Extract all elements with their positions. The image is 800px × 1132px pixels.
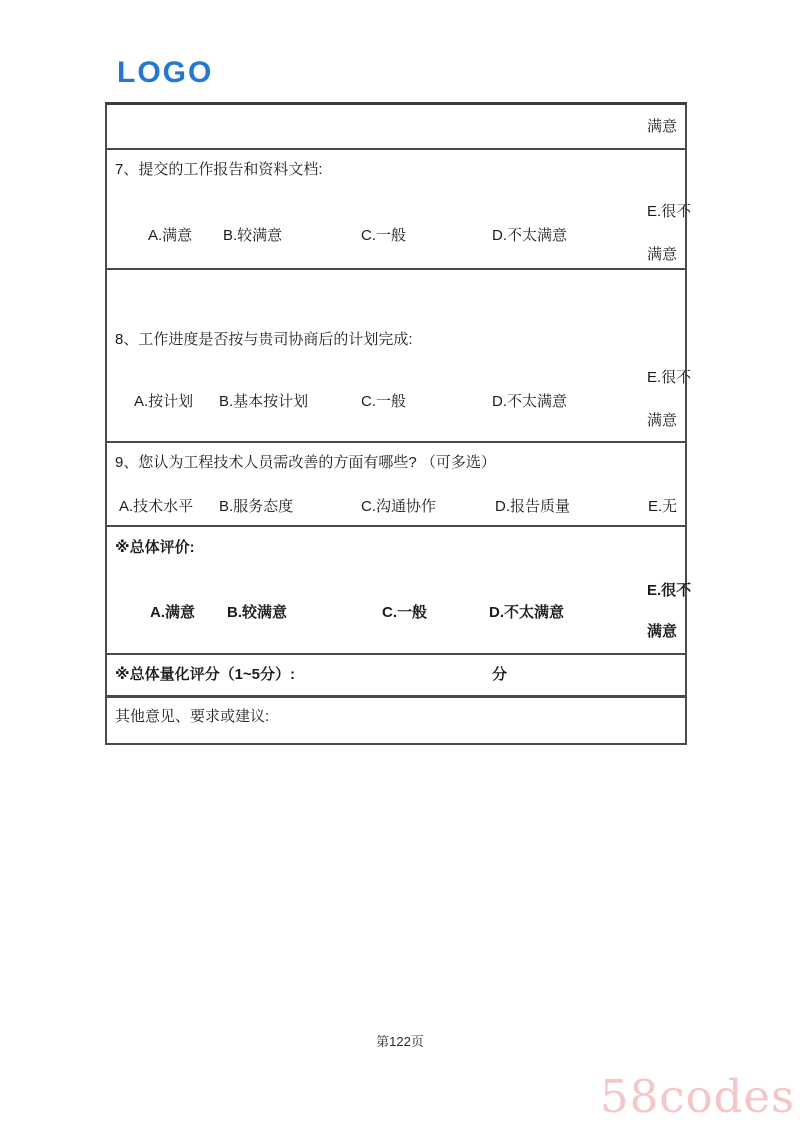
- question-8-option-d: D.不太满意: [492, 393, 568, 410]
- question-8-option-a: A.按计划: [134, 393, 194, 410]
- quantitative-score-row: [107, 655, 685, 698]
- other-comments-row: [107, 698, 685, 745]
- overall-option-e: [647, 583, 691, 640]
- question-9-option-b: B.服务态度: [219, 498, 294, 515]
- overall-option-a: A.满意: [150, 604, 196, 621]
- score-unit-label: 分: [492, 666, 508, 683]
- question-7-label: 7、提交的工作报告和资料文档:: [115, 161, 323, 178]
- question-8-option-b: B.基本按计划: [219, 393, 309, 410]
- quantitative-score-label: ※总体量化评分（1~5分）:: [115, 666, 296, 683]
- question-9-option-d: D.报告质量: [495, 498, 571, 515]
- page-number: 第122页: [376, 1034, 424, 1049]
- question-8-row: [107, 270, 692, 443]
- overall-option-c: C.一般: [382, 604, 428, 621]
- question-9-row: [107, 443, 685, 527]
- question-8-option-e: [647, 370, 691, 429]
- question-9-option-e: E.无: [648, 498, 678, 515]
- overall-option-b: B.较满意: [227, 604, 288, 621]
- question-8-option-e-line2: 满意: [647, 411, 678, 429]
- overall-option-e-line2: 满意: [647, 622, 678, 640]
- overall-option-d: D.不太满意: [489, 604, 565, 621]
- question-9-label: 9、您认为工程技术人员需改善的方面有哪些? （可多选）: [115, 454, 496, 471]
- question-8-option-e-line1: E.很不: [647, 369, 692, 386]
- overall-evaluation-label: ※总体评价:: [115, 539, 195, 556]
- question-9-option-a: A.技术水平: [119, 498, 194, 515]
- overall-evaluation-row: [107, 527, 692, 655]
- survey-form-table: [105, 102, 692, 745]
- question-7-option-e: [647, 204, 691, 263]
- other-comments-label: 其他意见、要求或建议:: [115, 708, 270, 725]
- question-8-option-c: C.一般: [361, 393, 407, 410]
- question-7-option-b: B.较满意: [223, 227, 283, 244]
- watermark-text: 58codes: [600, 1070, 796, 1123]
- question-7-option-d: D.不太满意: [492, 227, 568, 244]
- overall-option-e-line1: E.很不: [647, 582, 692, 599]
- carryover-option-text: 满意: [646, 118, 677, 135]
- logo-text: LOGO: [117, 56, 214, 89]
- question-7-option-e-line2: 满意: [647, 245, 678, 263]
- carryover-row: [107, 105, 685, 150]
- question-7-option-a: A.满意: [148, 227, 193, 244]
- question-7-option-c: C.一般: [361, 227, 407, 244]
- question-7-row: [107, 150, 692, 270]
- question-8-label: 8、工作进度是否按与贵司协商后的计划完成:: [115, 331, 413, 348]
- question-9-option-c: C.沟通协作: [361, 498, 437, 515]
- question-7-option-e-line1: E.很不: [647, 203, 692, 220]
